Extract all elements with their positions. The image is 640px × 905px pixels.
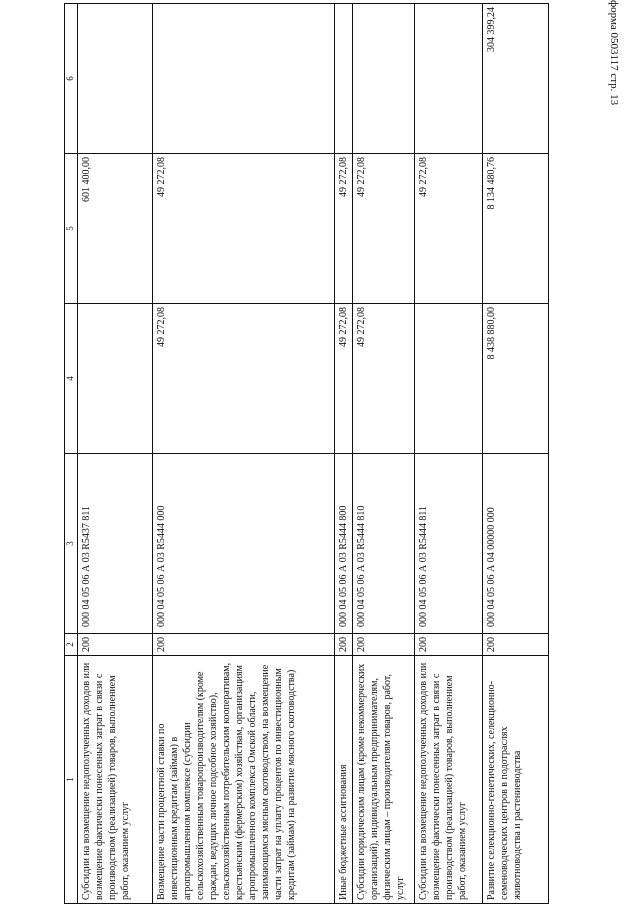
row-name: Субсидии на возмещение недополученных доходов или возмещение фактически понесенных затрат в связи с производством (реализацией) товаров, выполнением работ, оказанием услуг bbox=[414, 656, 482, 904]
line-code: 200 bbox=[152, 634, 334, 656]
executed-amount: 601 400,00 bbox=[77, 154, 152, 304]
budget-code: 000 04 05 06 А 03 R5444 800 bbox=[334, 454, 352, 634]
col-number-3: 3 bbox=[65, 454, 78, 634]
executed-amount: 8 134 480,76 bbox=[482, 154, 548, 304]
executed-amount: 49 272,08 bbox=[352, 154, 414, 304]
table-row bbox=[334, 4, 352, 904]
approved-amount: 49 272,08 bbox=[352, 304, 414, 454]
unexecuted-amount bbox=[152, 4, 334, 154]
budget-code: 000 04 05 06 А 04 00000 000 bbox=[482, 454, 548, 634]
row-name: Возмещение части процентной ставки по инвестиционным кредитам (займам) в агропромышленном комплексе (субсидии сельскохозяйственным товаропроизводителям (кроме граждан, ведущих личное подсобное хозяйство), сельскохозяйственным потребительским кооперативам, крестьянским (фермерским) хозяйствам, организациям агропромышленного комплекса Омской области, занимающимся мясным скотоводством, на возмещение части затрат на уплату процентов по инвестиционным кредитам (займам) на развитие мясного скотоводства) bbox=[152, 656, 334, 904]
table-row bbox=[414, 4, 482, 904]
unexecuted-amount: 304 399,24 bbox=[482, 4, 548, 154]
line-code: 200 bbox=[334, 634, 352, 656]
col-number-6: 6 bbox=[65, 4, 78, 154]
line-code: 200 bbox=[414, 634, 482, 656]
col-number-2: 2 bbox=[65, 634, 78, 656]
table-row bbox=[482, 4, 548, 904]
col-number-4: 4 bbox=[65, 304, 78, 454]
rotated-page bbox=[64, 4, 614, 904]
budget-code: 000 04 05 06 А 03 R5444 810 bbox=[352, 454, 414, 634]
executed-amount: 49 272,08 bbox=[414, 154, 482, 304]
approved-amount: 49 272,08 bbox=[334, 304, 352, 454]
executed-amount: 49 272,08 bbox=[334, 154, 352, 304]
row-name: Иные бюджетные ассигнования bbox=[334, 656, 352, 904]
budget-code: 000 04 05 06 А 03 R5444 811 bbox=[414, 454, 482, 634]
budget-code: 000 04 05 06 А 03 R5444 000 bbox=[152, 454, 334, 634]
unexecuted-amount bbox=[77, 4, 152, 154]
approved-amount: 8 438 880,00 bbox=[482, 304, 548, 454]
budget-table bbox=[64, 3, 549, 904]
unexecuted-amount bbox=[414, 4, 482, 154]
table-row bbox=[77, 4, 152, 904]
column-number-row bbox=[65, 4, 78, 904]
table-row bbox=[352, 4, 414, 904]
table-row bbox=[152, 4, 334, 904]
approved-amount bbox=[77, 304, 152, 454]
unexecuted-amount bbox=[334, 4, 352, 154]
approved-amount bbox=[414, 304, 482, 454]
approved-amount: 49 272,08 bbox=[152, 304, 334, 454]
row-name: Развитие селекционно-генетических, селекционно-семеноводческих центров в подотраслях животноводства и растениеводства bbox=[482, 656, 548, 904]
budget-code: 000 04 05 06 А 03 R5437 811 bbox=[77, 454, 152, 634]
unexecuted-amount bbox=[352, 4, 414, 154]
row-name: Субсидии на возмещение недополученных доходов или возмещение фактически понесенных затрат в связи с производством (реализацией) товаров, выполнением работ, оказанием услуг bbox=[77, 656, 152, 904]
line-code: 200 bbox=[482, 634, 548, 656]
form-label: форма 0503117 стр. 13 bbox=[608, 0, 620, 106]
col-number-5: 5 bbox=[65, 154, 78, 304]
executed-amount: 49 272,08 bbox=[152, 154, 334, 304]
line-code: 200 bbox=[352, 634, 414, 656]
row-name: Субсидии юридическим лицам (кроме некоммерческих организаций), индивидуальным предпринимателям, физическим лицам – производителям товаров, работ, услуг bbox=[352, 656, 414, 904]
line-code: 200 bbox=[77, 634, 152, 656]
col-number-1: 1 bbox=[65, 656, 78, 904]
